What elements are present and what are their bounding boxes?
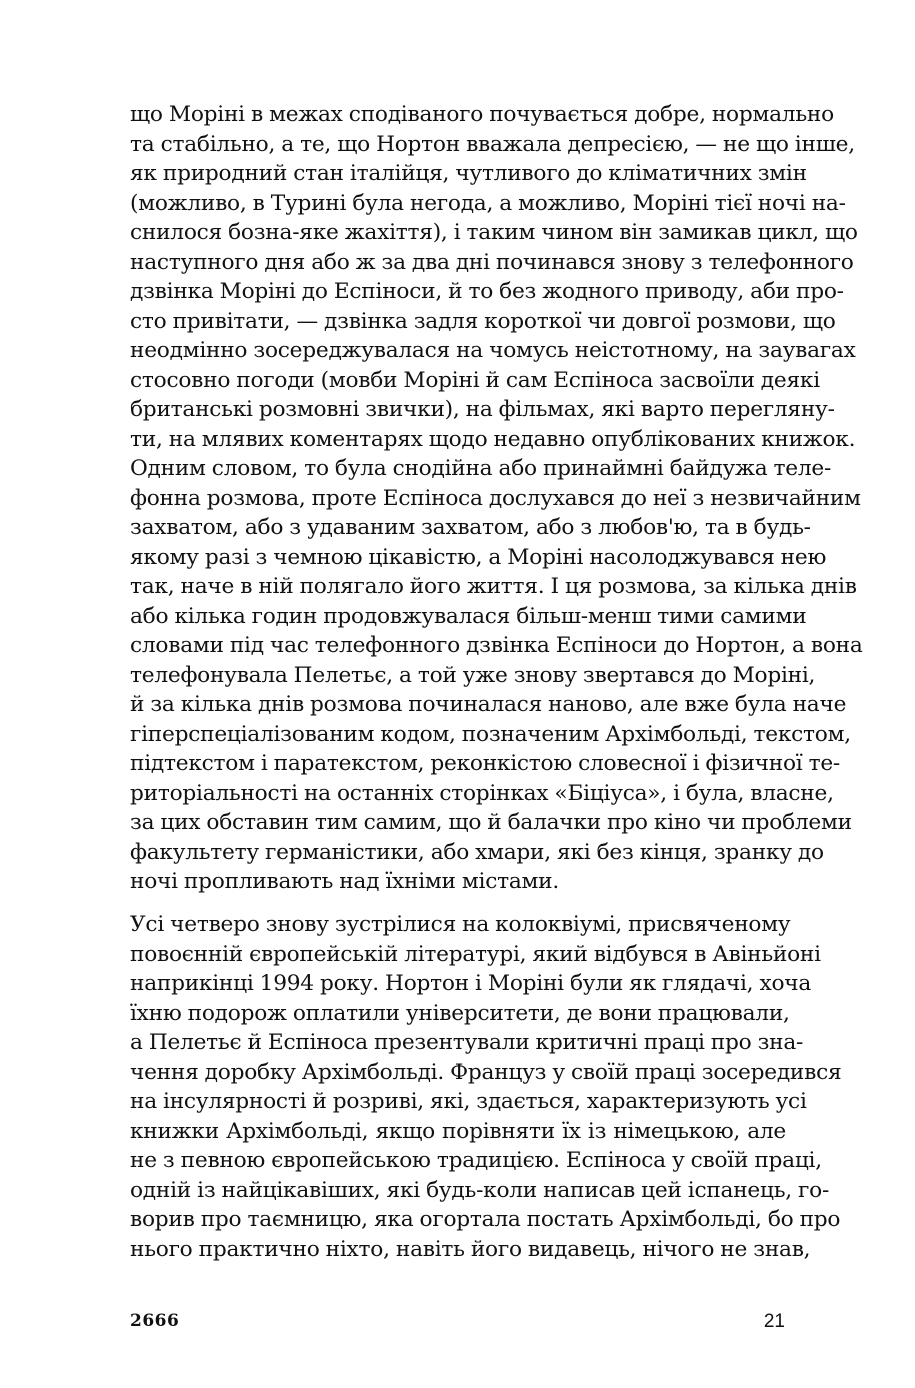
page-number: 21 bbox=[763, 1311, 785, 1332]
text-line: повоєнній європейській літературі, який відбувся в Авіньйоні bbox=[130, 941, 821, 967]
text-line: стосовно погоди (мовби Моріні й сам Еспіноса засвоїли деякі bbox=[130, 367, 820, 393]
text-line: їхню подорож оплатили університети, де вони працювали, bbox=[130, 1000, 790, 1026]
text-line: риторіальності на останніх сторінках «Біціуса», і була, власне, bbox=[130, 780, 834, 806]
text-line: за цих обставин тим самим, що й балачки про кіно чи проблеми bbox=[130, 810, 852, 835]
text-line: книжки Архімбольді, якщо порівняти їх із німецькою, але bbox=[130, 1118, 786, 1144]
text-line: гіперспеціалізованим кодом, позначеним Архімбольді, текстом, bbox=[130, 721, 851, 747]
text-line: нього практично ніхто, навіть його видавець, нічого не знав, bbox=[130, 1236, 811, 1262]
text-line: підтекстом і паратекстом, реконкістою словесної і фізичної те- bbox=[130, 751, 840, 776]
text-line: як природний стан італійця, чутливого до кліматичних змін bbox=[130, 161, 807, 186]
text-line: або кілька годин продовжувалася більш-менш тими самими bbox=[130, 603, 807, 629]
text-line: й за кілька днів розмова починалася наново, але вже була наче bbox=[130, 692, 847, 717]
paragraph-2 bbox=[130, 910, 842, 1264]
text-line: телефонувала Пелетьє, а той уже знову звертався до Моріні, bbox=[130, 662, 816, 688]
text-line: словами під час телефонного дзвінка Еспіноси до Нортон, а вона bbox=[130, 633, 863, 658]
text-line: сто привітати, — дзвінка задля короткої чи довгої розмови, що bbox=[130, 308, 836, 334]
text-line: на інсулярності й розриві, які, здається, характеризують усі bbox=[130, 1089, 807, 1114]
text-line: британські розмовні звички), на фільмах, які варто перегляну- bbox=[130, 397, 835, 422]
text-line: (можливо, в Турині була негода, а можливо, Моріні тієї ночі на- bbox=[130, 190, 846, 216]
text-line: та стабільно, а те, що Нортон вважала депресією, — не що інше, bbox=[130, 131, 855, 157]
text-line: снилося бозна-яке жахіття), і таким чином він замикав цикл, що bbox=[130, 220, 858, 245]
text-line: ворив про таємницю, яка огортала постать Архімбольді, бо про bbox=[130, 1207, 841, 1232]
text-line: одній із найцікавіших, які будь-коли написав цей іспанець, го- bbox=[130, 1177, 830, 1203]
text-line: якому разі з чемною цікавістю, а Моріні насолоджувався нею bbox=[130, 544, 827, 570]
text-line: захватом, або з удаваним захватом, або з любов'ю, та в будь- bbox=[130, 515, 811, 540]
text-line: Одним словом, то була снодійна або принаймні байдужа теле- bbox=[130, 456, 832, 481]
text-line: що Моріні в межах сподіваного почувається добре, нормально bbox=[130, 102, 834, 127]
text-line: наступного дня або ж за два дні починався знову з телефонного bbox=[130, 249, 854, 275]
text-line: ночі пропливають над їхніми містами. bbox=[130, 869, 559, 894]
text-line: ти, на млявих коментарях щодо недавно опублікованих книжок. bbox=[130, 426, 856, 452]
text-line: не з певною європейською традицією. Еспіноса у своїй праці, bbox=[130, 1148, 822, 1173]
running-footer-title: 2666 bbox=[130, 1311, 180, 1331]
text-line: неодмінно зосереджувалася на чомусь неістотному, на заувагах bbox=[130, 338, 856, 363]
text-line: дзвінка Моріні до Еспіноси, й то без жодного приводу, аби про- bbox=[130, 279, 844, 304]
text-line: факультету германістики, або хмари, які без кінця, зранку до bbox=[130, 839, 824, 865]
text-line: так, наче в ній полягало його життя. І ця розмова, за кілька днів bbox=[130, 574, 857, 599]
paragraph-1 bbox=[130, 100, 863, 897]
text-line: чення доробку Архімбольді. Француз у своїй праці зосередився bbox=[130, 1059, 842, 1085]
text-line: Усі четверо знову зустрілися на колоквіумі, присвяченому bbox=[130, 912, 791, 937]
text-line: а Пелетьє й Еспіноса презентували критичні праці про зна- bbox=[130, 1030, 804, 1055]
text-line: фонна розмова, проте Еспіноса дослухався до неї з незвичайним bbox=[130, 485, 861, 511]
text-line: наприкінці 1994 року. Нортон і Моріні були як глядачі, хоча bbox=[130, 971, 812, 996]
